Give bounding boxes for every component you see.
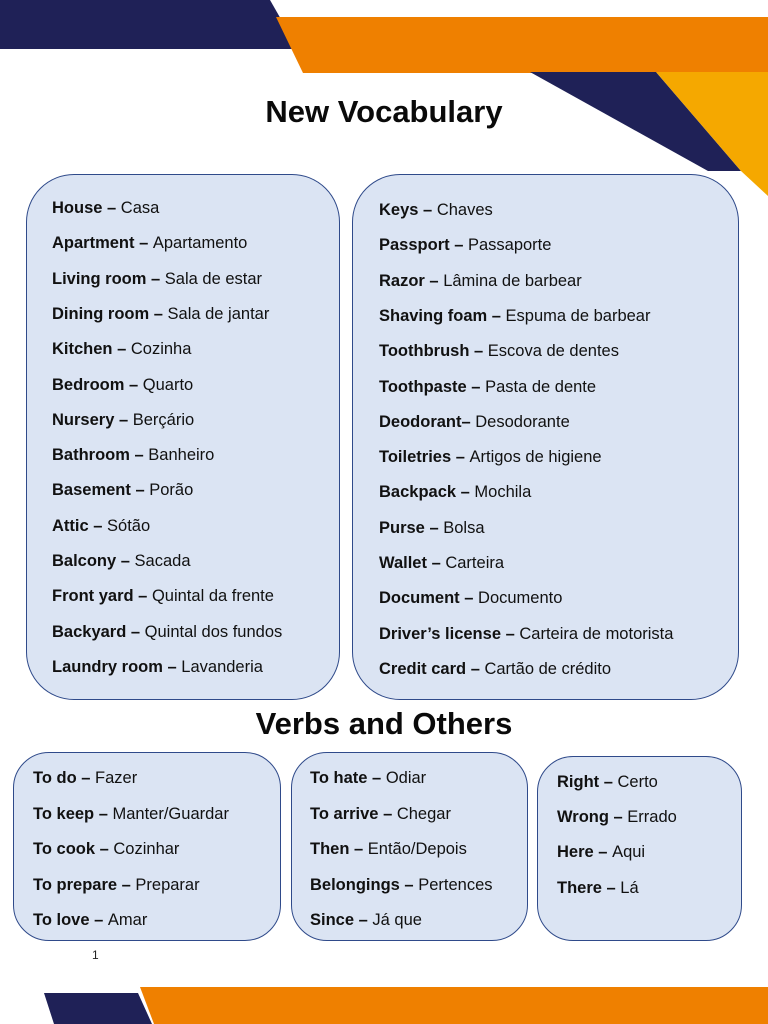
- dash-separator: –: [102, 199, 121, 217]
- english-term: Here: [557, 843, 594, 862]
- portuguese-translation: Banheiro: [148, 446, 215, 465]
- portuguese-translation: Cartão de crédito: [484, 659, 612, 678]
- portuguese-translation: Lavanderia: [181, 657, 263, 676]
- dash-separator: –: [124, 375, 143, 394]
- portuguese-translation: Mochila: [474, 483, 532, 502]
- portuguese-translation: Bolsa: [443, 518, 485, 537]
- english-term: Living room: [52, 269, 147, 288]
- top-orange-band: [276, 17, 768, 73]
- dash-separator: –: [134, 234, 153, 253]
- portuguese-translation: Chegar: [396, 804, 451, 823]
- vocab-entry: [52, 197, 159, 219]
- vocab-entry: [52, 479, 193, 501]
- english-term: Backyard: [52, 622, 127, 641]
- others-box: [537, 756, 742, 941]
- portuguese-translation: Quintal dos fundos: [144, 622, 283, 641]
- portuguese-translation: Pertences: [418, 875, 493, 894]
- dash-separator: –: [424, 271, 444, 290]
- dash-separator: –: [126, 622, 145, 641]
- english-term: To cook: [33, 840, 96, 858]
- vocab-box-house: [26, 174, 340, 700]
- vocab-entry: [310, 803, 451, 825]
- dash-separator: –: [367, 769, 386, 787]
- portuguese-translation: Casa: [120, 199, 160, 217]
- english-term: Bathroom: [52, 446, 130, 465]
- vocab-entry: [310, 838, 467, 860]
- top-navy-band: [0, 0, 298, 49]
- dash-separator: –: [89, 911, 108, 929]
- vocab-entry: [379, 376, 596, 398]
- vocab-entry: [52, 621, 282, 643]
- portuguese-translation: Documento: [478, 589, 563, 608]
- english-term: Dining room: [52, 304, 150, 323]
- portuguese-translation: Errado: [627, 808, 677, 827]
- english-term: Backpack: [379, 483, 457, 502]
- portuguese-translation: Então/Depois: [367, 840, 467, 858]
- dash-separator: –: [378, 804, 397, 823]
- english-term: Credit card: [379, 659, 467, 678]
- portuguese-translation: Escova de dentes: [487, 342, 619, 361]
- vocab-entry: [379, 552, 504, 574]
- english-term: Document: [379, 589, 460, 608]
- english-term: Attic: [52, 516, 89, 535]
- english-term: Basement: [52, 481, 131, 500]
- portuguese-translation: Sótão: [107, 516, 151, 535]
- vocab-entry: [52, 585, 274, 607]
- dash-separator: –: [449, 236, 468, 255]
- portuguese-translation: Manter/Guardar: [112, 804, 229, 823]
- english-term: Belongings: [310, 875, 400, 894]
- vocab-entry: [379, 446, 602, 468]
- english-term: Laundry room: [52, 657, 163, 676]
- section-title-verbs: Verbs and Others: [255, 706, 513, 741]
- portuguese-translation: Já que: [372, 911, 422, 929]
- vocab-entry: [379, 199, 493, 221]
- english-term: Toothpaste: [379, 377, 467, 396]
- english-term: Wrong: [557, 808, 609, 827]
- english-term: Balcony: [52, 552, 117, 570]
- english-term: Wallet: [379, 554, 427, 572]
- dash-separator: –: [469, 342, 488, 361]
- vocab-entry: [52, 409, 194, 431]
- dash-separator: –: [354, 911, 373, 929]
- vocab-entry: [379, 305, 650, 327]
- english-term: Razor: [379, 271, 425, 290]
- english-term: Right: [557, 773, 600, 791]
- dash-separator: –: [601, 878, 621, 897]
- dash-separator: –: [487, 306, 506, 325]
- portuguese-translation: Fazer: [95, 769, 138, 787]
- english-term: Shaving foam: [379, 306, 488, 325]
- bottom-navy-band: [44, 993, 152, 1024]
- vocab-entry: [379, 517, 485, 539]
- dash-separator: –: [162, 657, 182, 676]
- vocab-entry: [379, 481, 531, 503]
- vocab-entry: [379, 587, 562, 609]
- vocab-entry: [33, 874, 200, 896]
- english-term: House: [52, 199, 103, 217]
- english-term: Since: [310, 911, 355, 929]
- portuguese-translation: Certo: [617, 773, 658, 791]
- dash-separator: –: [593, 843, 613, 862]
- dash-separator: –: [459, 589, 479, 608]
- portuguese-translation: Carteira de motorista: [519, 624, 674, 643]
- dash-separator: –: [129, 446, 149, 465]
- english-term: Deodorant: [379, 412, 462, 431]
- portuguese-translation: Amar: [107, 911, 148, 929]
- verbs-box-2: [291, 752, 528, 941]
- english-term: Then: [310, 840, 350, 858]
- dash-separator: –: [424, 518, 444, 537]
- dash-separator: –: [426, 554, 446, 572]
- portuguese-translation: Cozinhar: [113, 840, 180, 858]
- dash-separator: –: [116, 552, 135, 570]
- dash-separator: –: [149, 304, 168, 323]
- vocab-entry: [557, 806, 677, 828]
- english-term: To love: [33, 911, 90, 929]
- portuguese-translation: Sala de estar: [164, 269, 263, 288]
- vocab-entry: [52, 444, 214, 466]
- vocab-entry: [52, 338, 191, 360]
- dash-separator: –: [88, 516, 108, 535]
- vocab-entry: [379, 411, 570, 433]
- vocab-entry: [310, 767, 426, 789]
- portuguese-translation: Sacada: [134, 552, 191, 570]
- english-term: To arrive: [310, 804, 379, 823]
- portuguese-translation: Chaves: [436, 201, 493, 219]
- vocab-entry: [379, 658, 611, 680]
- portuguese-translation: Artigos de higiene: [469, 448, 602, 467]
- page-number: 1: [92, 948, 99, 962]
- vocab-entry: [310, 909, 422, 931]
- dash-separator: –: [94, 804, 113, 823]
- vocab-entry: [33, 767, 137, 789]
- vocab-entry: [52, 232, 247, 254]
- dash-separator: –: [130, 481, 150, 500]
- verbs-box-1: [13, 752, 281, 941]
- portuguese-translation: Espuma de barbear: [505, 306, 651, 325]
- english-term: Passport: [379, 236, 450, 255]
- dash-separator: –: [466, 377, 486, 396]
- english-term: Front yard: [52, 587, 134, 606]
- portuguese-translation: Lâmina de barbear: [443, 271, 582, 290]
- dash-separator: –: [114, 410, 133, 429]
- english-term: To do: [33, 769, 77, 787]
- vocab-entry: [52, 515, 150, 537]
- vocab-entry: [33, 909, 147, 931]
- portuguese-translation: Carteira: [445, 554, 505, 572]
- dash-separator: –: [349, 840, 368, 858]
- vocab-entry: [557, 841, 645, 863]
- english-term: To keep: [33, 804, 95, 823]
- portuguese-translation: Quarto: [142, 375, 194, 394]
- vocab-entry: [379, 234, 551, 256]
- page-title: New Vocabulary: [265, 94, 503, 129]
- english-term: Purse: [379, 518, 425, 537]
- english-term: To prepare: [33, 875, 118, 894]
- vocab-entry: [33, 803, 229, 825]
- vocab-entry: [33, 838, 179, 860]
- vocab-entry: [379, 340, 619, 362]
- vocab-entry: [52, 303, 269, 325]
- dash-separator: –: [76, 769, 96, 787]
- portuguese-translation: Odiar: [385, 769, 427, 787]
- vocab-entry: [52, 374, 193, 396]
- portuguese-translation: Porão: [149, 481, 194, 500]
- english-term: Bedroom: [52, 375, 125, 394]
- dash-separator: –: [466, 659, 485, 678]
- portuguese-translation: Berçário: [132, 410, 195, 429]
- vocab-entry: [557, 877, 639, 899]
- bottom-orange-band: [140, 987, 768, 1024]
- portuguese-translation: Lá: [620, 878, 639, 897]
- dash-separator: –: [451, 448, 470, 467]
- vocab-entry: [557, 771, 658, 793]
- english-term: There: [557, 878, 602, 897]
- english-term: Nursery: [52, 410, 115, 429]
- portuguese-translation: Apartamento: [152, 234, 248, 253]
- vocab-entry: [379, 270, 582, 292]
- dash-separator: –: [146, 269, 165, 288]
- vocab-entry: [310, 874, 493, 896]
- dash-separator: –: [461, 412, 476, 431]
- dash-separator: –: [112, 340, 131, 359]
- dash-separator: –: [599, 773, 618, 791]
- english-term: Driver’s license: [379, 624, 501, 643]
- portuguese-translation: Aqui: [612, 843, 646, 862]
- vocab-entry: [52, 656, 263, 678]
- english-term: To hate: [310, 769, 368, 787]
- portuguese-translation: Sala de jantar: [167, 304, 270, 323]
- vocab-box-belongings: [352, 174, 739, 700]
- english-term: Keys: [379, 201, 419, 219]
- dash-separator: –: [418, 201, 437, 219]
- dash-separator: –: [501, 624, 520, 643]
- dash-separator: –: [117, 875, 136, 894]
- dash-separator: –: [95, 840, 114, 858]
- portuguese-translation: Quintal da frente: [151, 587, 274, 606]
- dash-separator: –: [456, 483, 475, 502]
- english-term: Toiletries: [379, 448, 452, 467]
- portuguese-translation: Preparar: [135, 875, 200, 894]
- vocab-entry: [379, 623, 673, 645]
- portuguese-translation: Pasta de dente: [485, 377, 597, 396]
- portuguese-translation: Desodorante: [475, 412, 570, 431]
- english-term: Apartment: [52, 234, 135, 253]
- portuguese-translation: Passaporte: [467, 236, 552, 255]
- dash-separator: –: [399, 875, 419, 894]
- vocab-entry: [52, 268, 262, 290]
- dash-separator: –: [608, 808, 628, 827]
- portuguese-translation: Cozinha: [130, 340, 192, 359]
- dash-separator: –: [133, 587, 152, 606]
- english-term: Toothbrush: [379, 342, 470, 361]
- english-term: Kitchen: [52, 340, 113, 359]
- vocab-entry: [52, 550, 191, 572]
